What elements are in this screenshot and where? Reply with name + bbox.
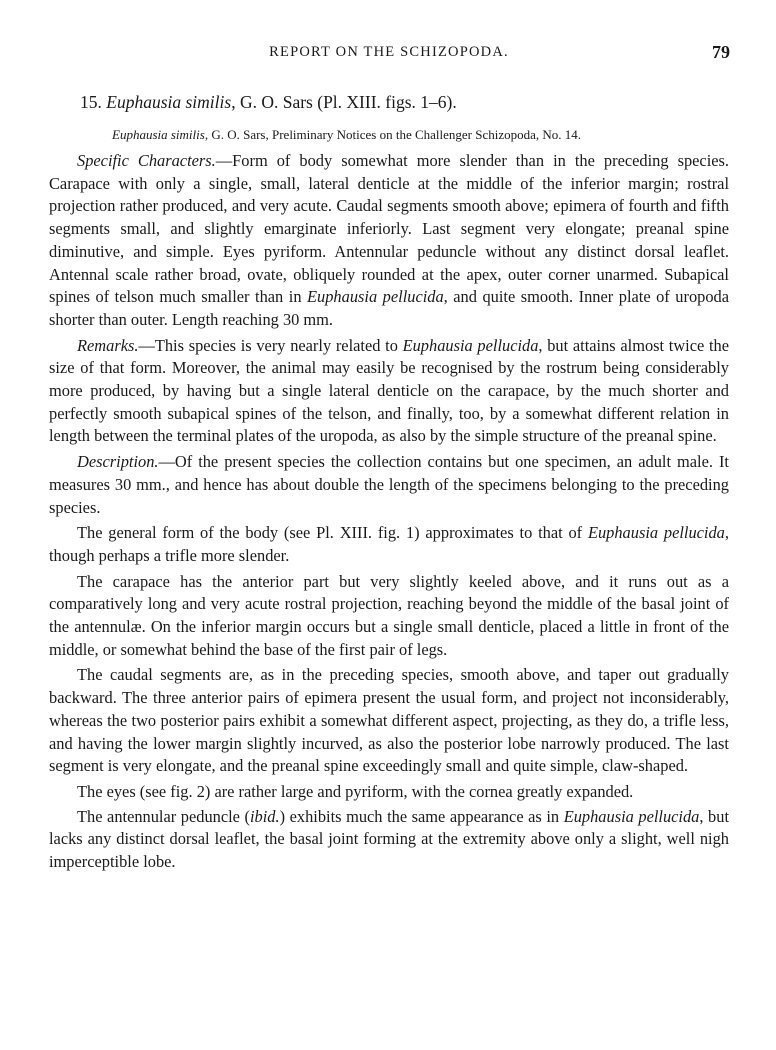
paragraph-specific-characters [49,150,729,332]
paragraph-text: , though perhaps a trifle more slender. [49,523,729,565]
paragraph-remarks [49,335,729,449]
paragraph-text: , but lacks any distinct dorsal leaflet, the basal joint forming at the extremity above only a slight, well nigh imperceptible lobe. [49,806,729,872]
synonymy-line [112,127,581,143]
species-heading [80,92,457,113]
species-name: Euphausia pellucida [307,287,444,307]
synonym-species-name: Euphausia similis [112,127,205,142]
paragraph-general-form [49,522,729,567]
paragraph-text: The antennular peduncle ( [77,806,250,826]
synonym-citation: , G. O. Sars, Preliminary Notices on the Challenger Schizopoda, No. 14. [204,127,582,142]
paragraph-carapace [49,571,729,662]
paragraph-label: Description. [77,452,159,472]
paragraph-label: Remarks. [77,335,139,355]
page-header [48,44,730,68]
paragraph-text: —Form of body somewhat more slender than in the preceding species. Carapace with only a single, small, lateral denticle at the middle of the inferior margin; rostral projection rather produced, and very acute. Caudal segments smooth above; epimera of fourth and fifth segments small, and slightly emarginate inferiorly. Last segment very elongate; preanal spine diminutive, and simple. Eyes pyriform. Antennular peduncle without any distinct dorsal leaflet. Antennal scale rather broad, ovate, obliquely rounded at the apex, outer corner unarmed. Subapical spines of telson much smaller than in [49,151,729,307]
paragraph-text: The general form of the body (see Pl. XIII. fig. 1) approximates to that of [77,523,588,543]
body-text [49,150,729,877]
paragraph-text: —Of the present species the collection contains but one specimen, an adult male. It measures 30 mm., and hence has about double the length of the specimens belonging to the preceding species. [49,452,729,517]
paragraph-text: , but attains almost twice the size of that form. Moreover, the animal may easily be recognised by the rostrum being considerably more produced, by having but a single lateral denticle on the carapace, by the much shorter and perfectly smooth subapical spines of the telson, and finally, too, by a somewhat different relation in length between the terminal plates of the uropoda, as also by the simple structure of the preanal spine. [49,335,729,446]
heading-number: 15. [80,92,102,112]
paragraph-text: ) exhibits much the same appearance as in [279,806,564,826]
paragraph-description [49,451,729,519]
paragraph-eyes [49,781,729,804]
species-name: Euphausia pellucida [587,523,725,543]
heading-species-name: Euphausia similis [106,92,232,112]
paragraph-caudal-segments [49,664,729,778]
paragraph-text: The eyes (see fig. 2) are rather large and pyriform, with the cornea greatly expanded. [77,781,634,801]
running-title: REPORT ON THE SCHIZOPODA. [269,44,509,60]
abbreviation: ibid. [249,806,280,826]
paragraph-text: , and quite smooth. Inner plate of uropoda shorter than outer. Length reaching 30 mm. [49,287,729,329]
page-number: 79 [712,42,730,62]
paragraph-label: Specific Characters. [77,151,216,170]
paragraph-text: The caudal segments are, as in the preceding species, smooth above, and taper out gradually backward. The three anterior pairs of epimera present the usual form, and project not inconsiderably, whereas the two posterior pairs exhibit a somewhat different aspect, projecting, as they do, a trifle less, and having the lower margin slightly incurved, as also the posterior lobe narrowly produced. The last segment is very elongate, and the preanal spine exceedingly small and quite simple, claw-shaped. [49,665,729,776]
paragraph-antennular-peduncle [49,806,729,874]
species-name: Euphausia pellucida [402,335,539,355]
species-name: Euphausia pellucida [563,806,700,826]
paragraph-text: The carapace has the anterior part but very slightly keeled above, and it runs out as a comparatively long and very acute rostral projection, reaching beyond the middle of the basal joint of the antennulæ. On the inferior margin occurs but a single small denticle, placed a little in front of the middle, or somewhat behind the base of the first pair of legs. [49,571,729,659]
heading-authority: , G. O. Sars (Pl. XIII. figs. 1–6). [231,92,457,112]
paragraph-text: —This species is very nearly related to [138,335,403,355]
